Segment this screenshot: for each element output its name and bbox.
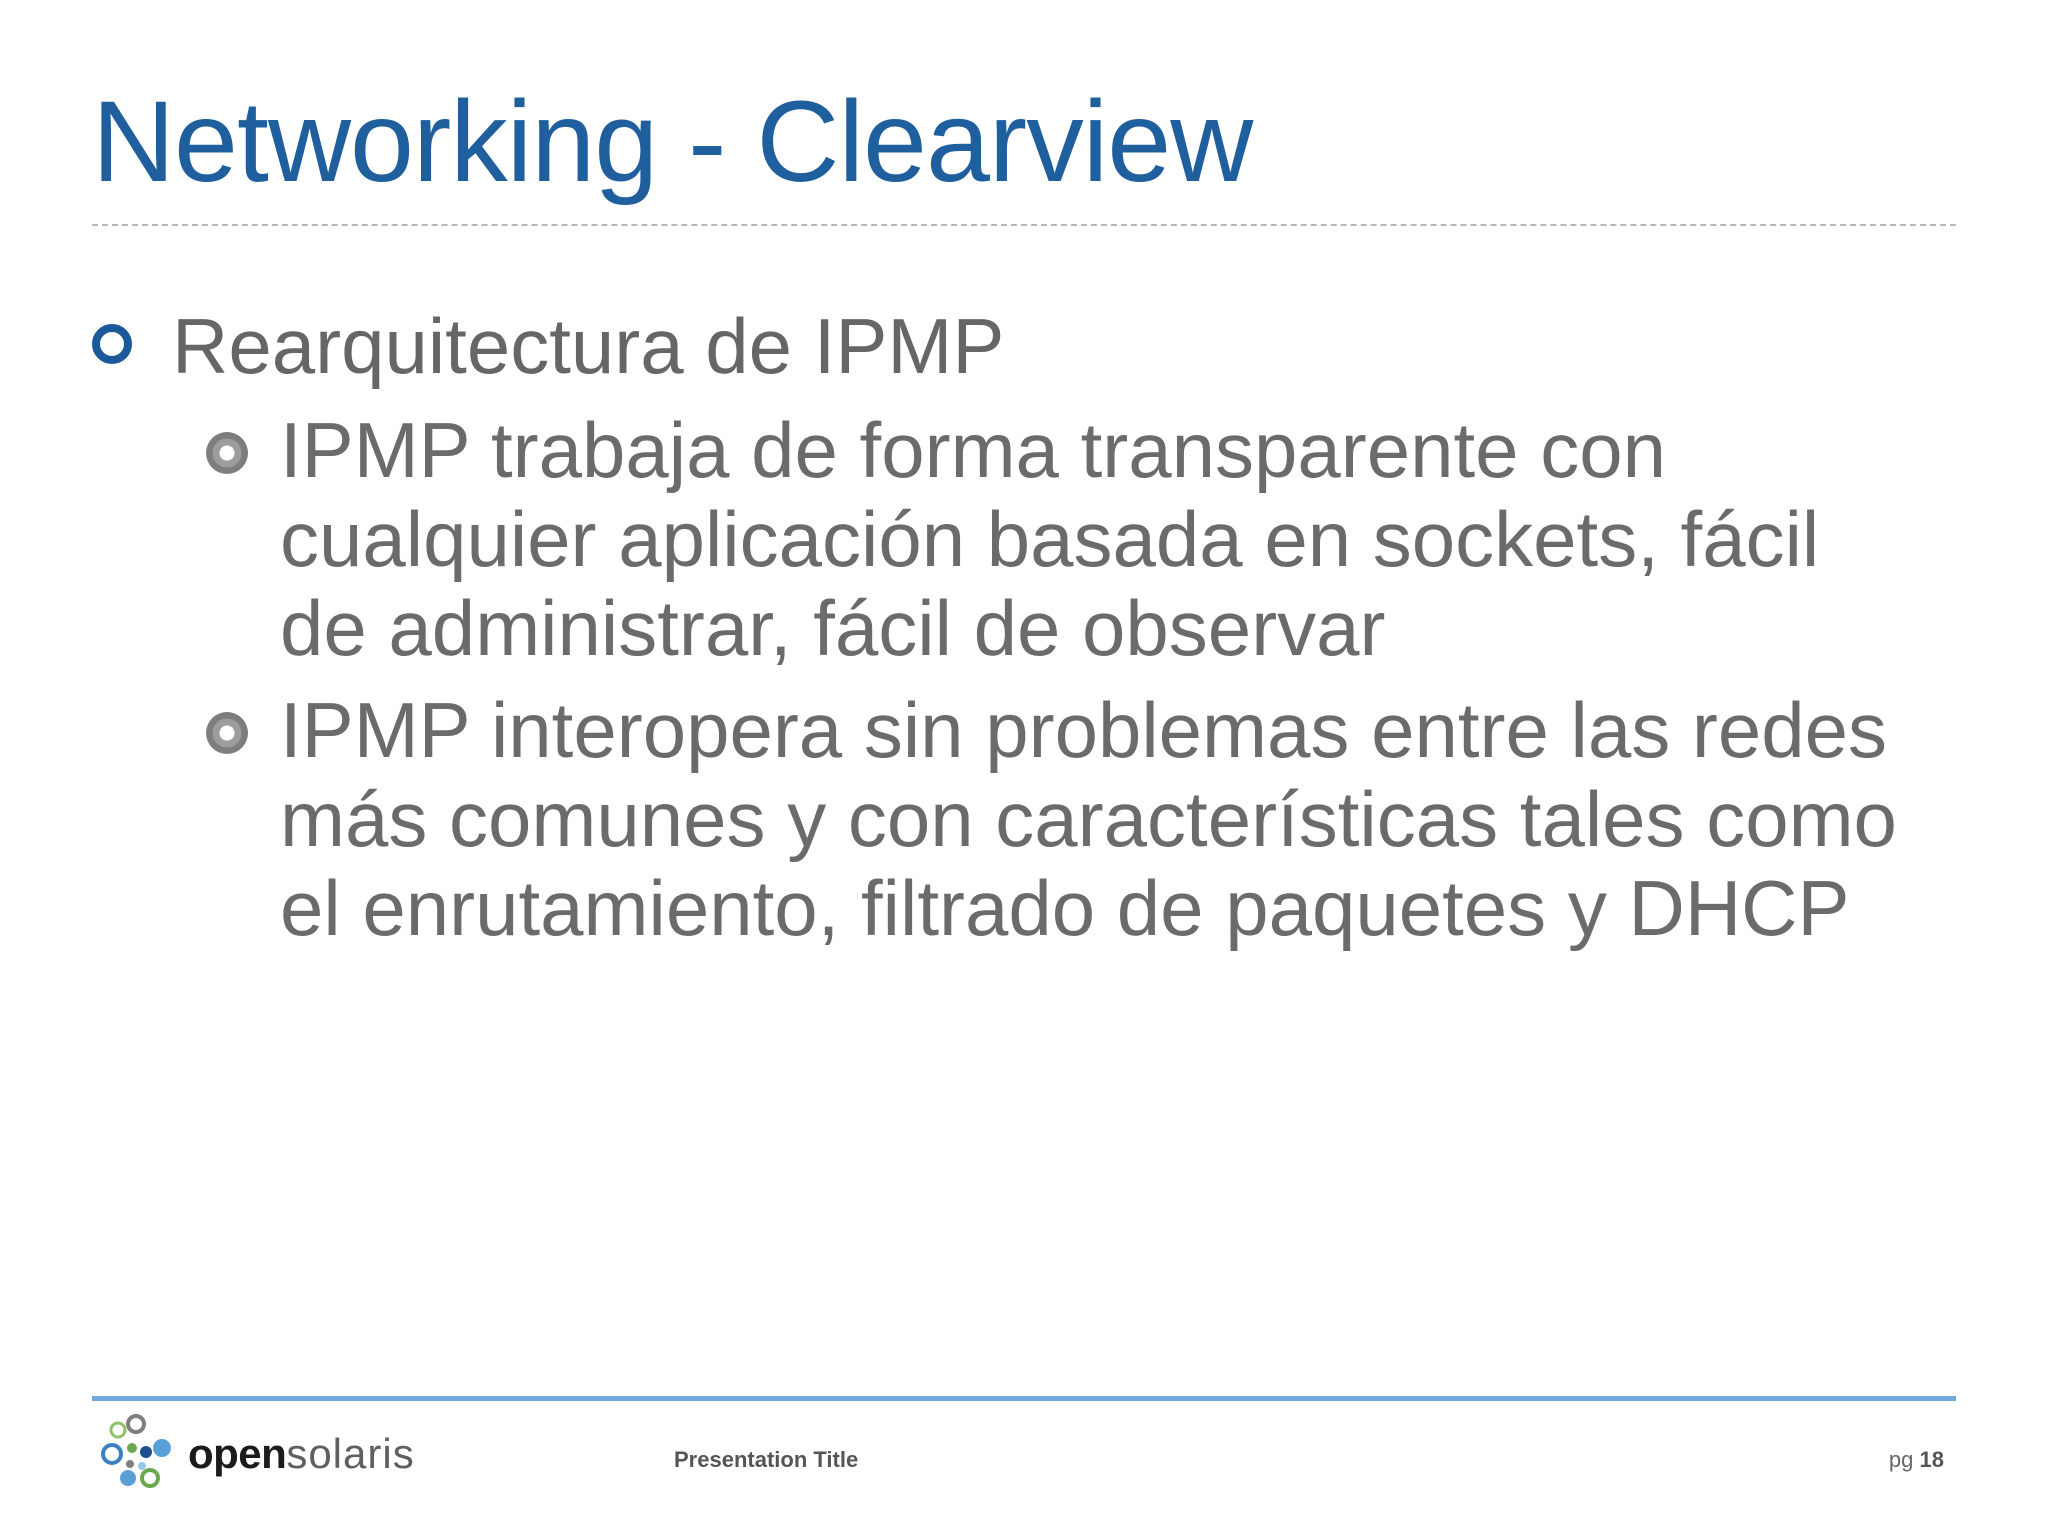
sub-bullet-line: más comunes y con características tales como (280, 775, 1897, 863)
slide-title: Networking - Clearview (92, 78, 1253, 206)
presentation-title: Presentation Title (674, 1447, 859, 1472)
footer-divider (92, 1396, 1956, 1401)
page-prefix: pg (1888, 1447, 1914, 1472)
bullet-text: Rearquitectura de IPMP (172, 302, 1005, 390)
sub-bullet-line: IPMP trabaja de forma transparente con (280, 406, 1666, 494)
gray-ring-bullet-icon (206, 712, 248, 754)
ring-bullet-icon (92, 324, 132, 364)
sub-bullet-line: de administrar, fácil de observar (280, 584, 1386, 672)
sub-bullet (280, 686, 1980, 953)
logo-solaris-text: solaris (286, 1430, 415, 1477)
logo-open-text: open (188, 1430, 287, 1477)
sub-bullet (280, 406, 1980, 673)
gray-ring-bullet-icon (206, 432, 248, 474)
opensolaris-logo (100, 1414, 420, 1494)
sub-bullet-list (92, 406, 1972, 953)
sub-bullet-line: cualquier aplicación basada en sockets, fácil (280, 495, 1820, 583)
slide-content (92, 300, 1972, 966)
sub-bullet-line: el enrutamiento, filtrado de paquetes y DHCP (280, 864, 1850, 952)
page-number (1889, 1446, 1944, 1474)
opensolaris-bubbles-icon (100, 1414, 184, 1494)
logo-wordmark (188, 1430, 415, 1478)
sub-bullet-line: IPMP interopera sin problemas entre las redes (280, 686, 1888, 774)
title-divider (92, 224, 1956, 226)
page-number-value: 18 (1919, 1447, 1944, 1472)
bullet-level1 (92, 300, 1972, 392)
